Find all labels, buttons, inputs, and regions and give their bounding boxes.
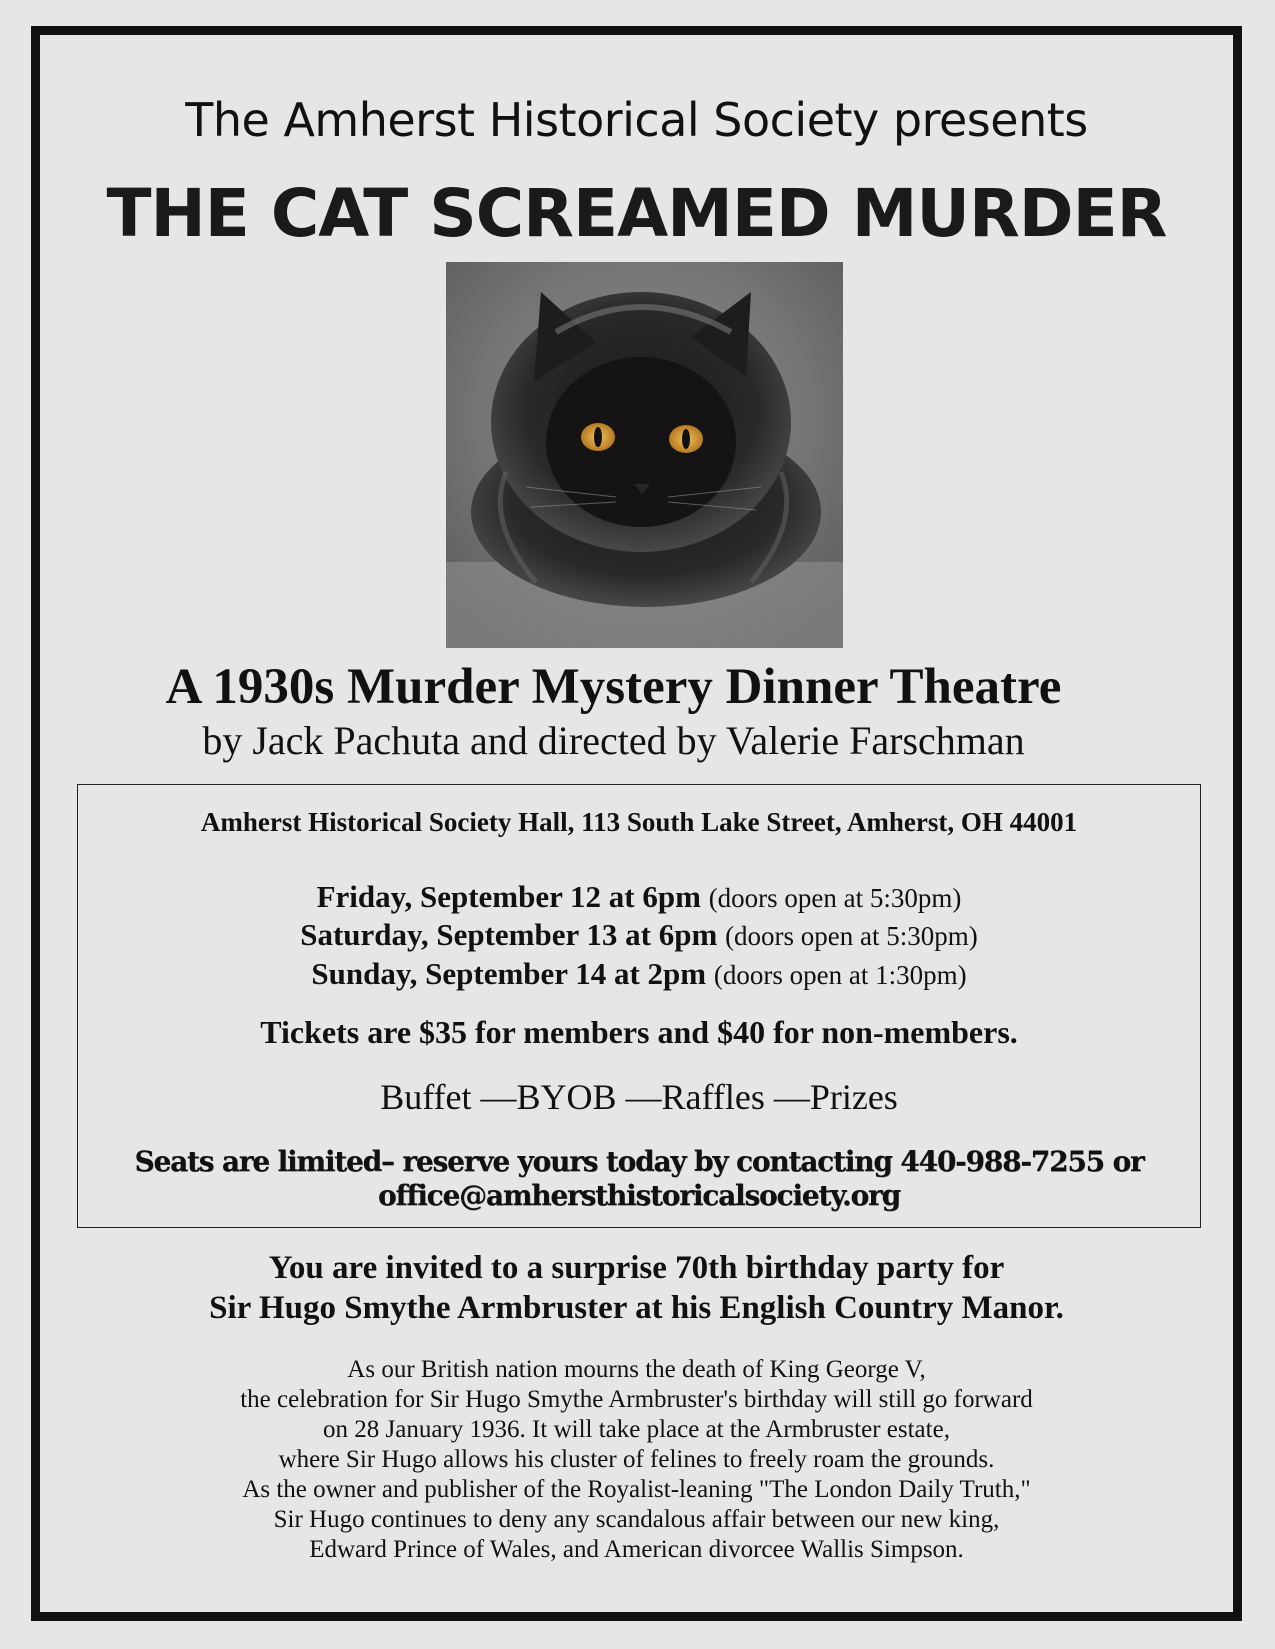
event-extras: Buffet —BYOB —Raffles —Prizes (380, 1077, 898, 1117)
showtime-date: Sunday, September 14 at 2pm (311, 956, 707, 991)
cat-illustration (446, 262, 843, 648)
poster-frame (31, 26, 1242, 1621)
ticket-prices: Tickets are $35 for members and $40 for non-members. (260, 1014, 1018, 1050)
doors-open-time: (doors open at 5:30pm) (725, 921, 978, 951)
story-line: where Sir Hugo allows his cluster of felines to freely roam the grounds. (278, 1446, 995, 1473)
story-line: Sir Hugo continues to deny any scandalous affair between our new king, (273, 1506, 1000, 1533)
story-line: on 28 January 1936. It will take place at the Armbruster estate, (323, 1416, 950, 1443)
doors-open-time: (doors open at 1:30pm) (713, 960, 967, 990)
black-cat-photo (446, 262, 843, 648)
invitation-line: Sir Hugo Smythe Armbruster at his English Country Manor. (209, 1290, 1064, 1326)
show-byline: by Jack Pachuta and directed by Valerie Farschman (202, 718, 1025, 763)
show-subtitle: A 1930s Murder Mystery Dinner Theatre (165, 659, 1062, 715)
story-line: Edward Prince of Wales, and American divorcee Wallis Simpson. (309, 1536, 964, 1563)
venue-address: Amherst Historical Society Hall, 113 South Lake Street, Amherst, OH 44001 (200, 807, 1078, 837)
event-details-box (77, 784, 1201, 1228)
doors-open-time: (doors open at 5:30pm) (708, 883, 962, 913)
story-line: As our British nation mourns the death of King George V, (347, 1356, 926, 1383)
showtime-saturday (78, 917, 1200, 953)
reservation-info: Seats are limited– reserve yours today by contacting 440-988-7255 or (134, 1145, 1144, 1178)
story-line: the celebration for Sir Hugo Smythe Armbruster's birthday will still go forward (240, 1386, 1033, 1413)
presenter-line: The Amherst Historical Society presents (185, 93, 1088, 147)
showtime-friday (78, 879, 1200, 915)
reservation-email: office@amhersthistoricalsociety.org (378, 1179, 900, 1212)
showtime-sunday (78, 956, 1200, 992)
story-line: As the owner and publisher of the Royalist-leaning "The London Daily Truth," (242, 1476, 1031, 1503)
showtime-date: Friday, September 12 at 6pm (316, 879, 701, 914)
showtime-date: Saturday, September 13 at 6pm (300, 917, 718, 952)
invitation-line: You are invited to a surprise 70th birthday party for (268, 1250, 1005, 1286)
poster-title: THE CAT SCREAMED MURDER (106, 175, 1167, 252)
